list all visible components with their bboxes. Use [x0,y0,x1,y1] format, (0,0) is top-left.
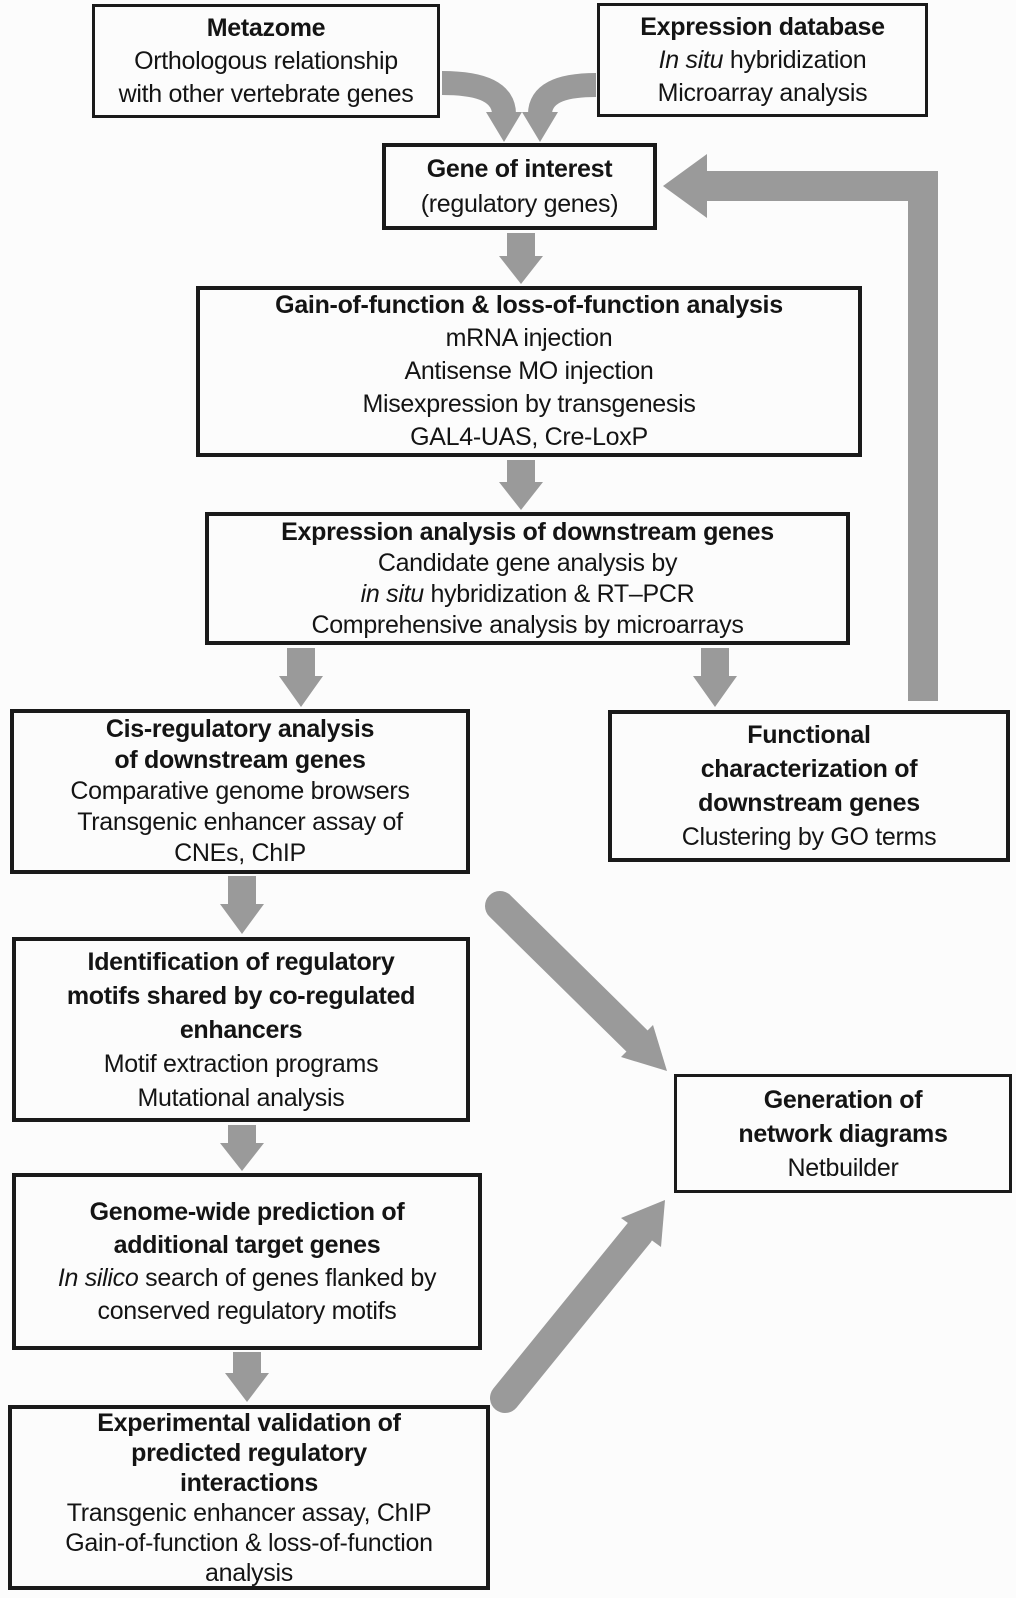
box-line: Motif extraction programs [103,1049,379,1078]
box-line: network diagrams [738,1119,948,1148]
box-line: GAL4-UAS, Cre-LoxP [410,423,648,451]
box-line: Candidate gene analysis by [377,548,678,577]
box-line: Antisense MO injection [404,357,654,385]
box-line: with other vertebrate genes [118,79,414,108]
box-cis-regulatory-analysis [10,709,470,874]
box-identification-regulatory-motifs [12,937,470,1122]
box-generation-network-diagrams [674,1074,1012,1193]
box-line: Transgenic enhancer assay of [77,808,403,836]
arrow-experimental-to-generation [505,1200,665,1398]
box-expression-database [597,3,928,117]
box-line: Identification of regulatory [87,947,395,976]
box-line: Expression analysis of downstream genes [281,517,774,546]
box-line: Orthologous relationship [134,46,398,75]
box-gene-of-interest [382,143,657,230]
box-line: Gain-of-function & loss-of-function analysis [275,291,783,319]
arrow-identification-to-genome-wide [220,1125,264,1171]
box-line: interactions [179,1468,319,1497]
box-line: downstream genes [698,789,920,817]
box-experimental-validation [8,1405,490,1590]
box-line: Cis-regulatory analysis [105,715,375,743]
box-line: Generation of [763,1085,923,1114]
box-line: of downstream genes [114,746,366,774]
arrow-expression-analysis-to-cis-regulatory [279,648,323,707]
box-line: Expression database [640,12,885,41]
box-line: in situ hybridization & RT–PCR [360,579,695,608]
box-functional-characterization [608,710,1010,862]
box-line: enhancers [179,1015,303,1044]
box-line: analysis [205,1558,293,1587]
arrow-cis-regulatory-to-generation [500,906,667,1071]
box-line: additional target genes [113,1230,381,1259]
box-line: CNEs, ChIP [174,839,306,867]
arrow-metazome-to-gene [442,83,522,142]
box-line: In situ hybridization [658,45,867,74]
arrow-genome-wide-to-experimental [225,1352,269,1402]
arrow-cis-regulatory-to-identification [220,876,264,934]
arrow-gene-to-gof-lof [499,233,543,284]
arrow-expression-db-to-gene [522,85,596,142]
box-line: In silico search of genes flanked by [57,1263,437,1292]
arrow-gof-lof-to-expression-analysis [499,460,543,510]
box-line: Clustering by GO terms [681,823,937,851]
box-line: Netbuilder [787,1153,899,1182]
box-line: Experimental validation of [97,1408,401,1437]
box-line: Misexpression by transgenesis [362,390,696,418]
box-line: Comprehensive analysis by microarrays [311,610,744,639]
box-metazome [92,4,440,118]
box-gain-loss-of-function-analysis [196,286,862,457]
box-line: Gain-of-function & loss-of-function [65,1528,433,1557]
box-expression-analysis-downstream-genes [205,512,850,645]
box-line: (regulatory genes) [420,189,619,218]
box-line: Mutational analysis [137,1083,345,1112]
box-line: motifs shared by co-regulated [66,981,416,1010]
box-line: characterization of [700,755,918,783]
box-line: Genome-wide prediction of [89,1197,405,1226]
box-line: Microarray analysis [657,78,868,107]
arrow-expression-analysis-to-functional [693,648,737,707]
box-line: Functional [747,721,871,749]
box-line: mRNA injection [445,324,613,352]
box-line: predicted regulatory [131,1438,367,1467]
box-line: Gene of interest [426,154,613,183]
box-line: Metazome [206,13,326,42]
box-line: conserved regulatory motifs [97,1296,397,1325]
box-genome-wide-prediction [12,1173,482,1350]
box-line: Comparative genome browsers [70,777,410,805]
box-line: Transgenic enhancer assay, ChIP [66,1498,432,1527]
